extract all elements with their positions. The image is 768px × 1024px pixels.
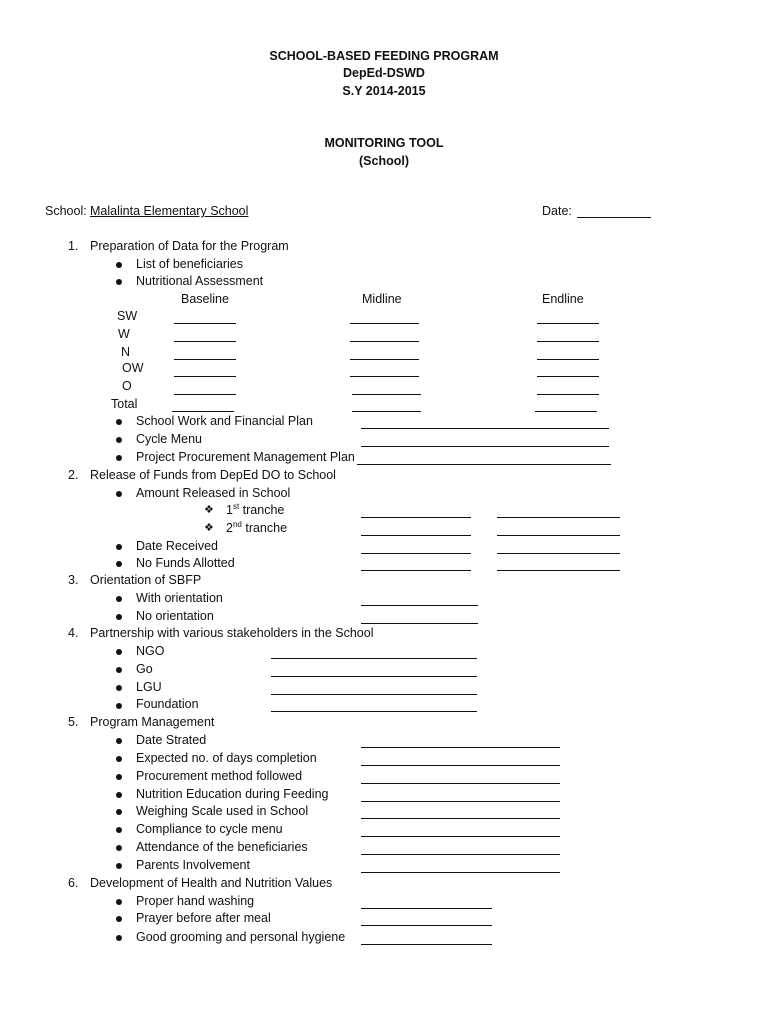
bullet-icon bbox=[116, 756, 122, 762]
baseline-field[interactable] bbox=[174, 323, 236, 324]
bullet-icon bbox=[116, 738, 122, 744]
answer-field[interactable] bbox=[361, 854, 560, 855]
midline-field[interactable] bbox=[352, 394, 421, 395]
answer-field[interactable] bbox=[497, 570, 620, 571]
row-label: O bbox=[122, 379, 132, 393]
list-item: With orientation bbox=[136, 591, 223, 605]
answer-field[interactable] bbox=[361, 801, 560, 802]
list-item: Nutritional Assessment bbox=[136, 274, 264, 288]
list-item: Foundation bbox=[136, 697, 199, 711]
bullet-icon bbox=[116, 863, 122, 869]
answer-field[interactable] bbox=[357, 464, 611, 465]
answer-field[interactable] bbox=[361, 570, 471, 571]
list-item: No Funds Allotted bbox=[136, 556, 235, 570]
bullet-icon bbox=[116, 455, 122, 461]
diamond-bullet-icon: ❖ bbox=[204, 504, 214, 516]
endline-field[interactable] bbox=[535, 411, 597, 412]
column-header-endline: Endline bbox=[542, 292, 584, 306]
list-item: NGO bbox=[136, 644, 165, 658]
list-item: Cycle Menu bbox=[136, 432, 202, 446]
answer-field[interactable] bbox=[271, 658, 477, 659]
baseline-field[interactable] bbox=[174, 394, 236, 395]
bullet-icon bbox=[116, 596, 122, 602]
bullet-icon bbox=[116, 809, 122, 815]
section-number: 6. bbox=[68, 876, 79, 890]
list-item: Attendance of the beneficiaries bbox=[136, 840, 308, 854]
tranche-label: 1st tranche bbox=[226, 502, 285, 517]
list-item: Expected no. of days completion bbox=[136, 751, 317, 765]
answer-field[interactable] bbox=[271, 694, 477, 695]
midline-field[interactable] bbox=[350, 341, 419, 342]
answer-field[interactable] bbox=[361, 446, 609, 447]
tranche-label: 2nd tranche bbox=[226, 520, 288, 535]
header-title: SCHOOL-BASED FEEDING PROGRAM bbox=[269, 49, 499, 63]
section-number: 5. bbox=[68, 715, 79, 729]
list-item: Date Received bbox=[136, 539, 218, 553]
section-title: Release of Funds from DepEd DO to School bbox=[90, 468, 336, 482]
answer-field[interactable] bbox=[497, 553, 620, 554]
baseline-field[interactable] bbox=[172, 411, 234, 412]
baseline-field[interactable] bbox=[174, 376, 236, 377]
row-label: OW bbox=[122, 361, 144, 375]
header-subtitle: DepEd-DSWD bbox=[343, 66, 425, 80]
answer-field[interactable] bbox=[361, 944, 492, 945]
answer-field[interactable] bbox=[361, 623, 478, 624]
midline-field[interactable] bbox=[352, 411, 421, 412]
list-item: No orientation bbox=[136, 609, 214, 623]
list-item: Nutrition Education during Feeding bbox=[136, 787, 329, 801]
answer-field[interactable] bbox=[361, 818, 560, 819]
bullet-icon bbox=[116, 614, 122, 620]
list-item: List of beneficiaries bbox=[136, 257, 244, 271]
section-number: 1. bbox=[68, 239, 79, 253]
bullet-icon bbox=[116, 916, 122, 922]
section-number: 4. bbox=[68, 626, 79, 640]
answer-field[interactable] bbox=[271, 676, 477, 677]
endline-field[interactable] bbox=[537, 323, 599, 324]
list-item: Project Procurement Management Plan bbox=[136, 450, 355, 464]
section-number: 2. bbox=[68, 468, 79, 482]
bullet-icon bbox=[116, 827, 122, 833]
answer-field[interactable] bbox=[497, 535, 620, 536]
bullet-icon bbox=[116, 845, 122, 851]
list-item: Weighing Scale used in School bbox=[136, 804, 309, 818]
list-item: Parents Involvement bbox=[136, 858, 250, 872]
midline-field[interactable] bbox=[350, 376, 419, 377]
school-name: Malalinta Elementary School bbox=[90, 204, 249, 218]
list-item: Proper hand washing bbox=[136, 894, 255, 908]
row-label: SW bbox=[117, 309, 138, 323]
date-label: Date: bbox=[542, 204, 572, 218]
answer-field[interactable] bbox=[361, 428, 609, 429]
list-item: Go bbox=[136, 662, 153, 676]
bullet-icon bbox=[116, 667, 122, 673]
section-title: Preparation of Data for the Program bbox=[90, 239, 289, 253]
answer-field[interactable] bbox=[361, 765, 560, 766]
list-item: Good grooming and personal hygiene bbox=[136, 930, 346, 944]
bullet-icon bbox=[116, 685, 122, 691]
column-header-baseline: Baseline bbox=[181, 292, 229, 306]
section-title: Orientation of SBFP bbox=[90, 573, 202, 587]
answer-field[interactable] bbox=[361, 517, 471, 518]
header-school-year: S.Y 2014-2015 bbox=[342, 84, 426, 98]
answer-field[interactable] bbox=[361, 747, 560, 748]
section-title: Development of Health and Nutrition Values bbox=[90, 876, 333, 890]
list-item: Prayer before after meal bbox=[136, 911, 271, 925]
answer-field[interactable] bbox=[361, 553, 471, 554]
bullet-icon bbox=[116, 899, 122, 905]
endline-field[interactable] bbox=[537, 359, 599, 360]
bullet-icon bbox=[116, 935, 122, 941]
answer-field[interactable] bbox=[361, 605, 478, 606]
answer-field[interactable] bbox=[497, 517, 620, 518]
answer-field[interactable] bbox=[361, 783, 560, 784]
bullet-icon bbox=[116, 544, 122, 550]
answer-field[interactable] bbox=[361, 925, 492, 926]
midline-field[interactable] bbox=[350, 359, 419, 360]
list-item: Amount Released in School bbox=[136, 486, 291, 500]
list-item: School Work and Financial Plan bbox=[136, 414, 313, 428]
bullet-icon bbox=[116, 792, 122, 798]
list-item: Procurement method followed bbox=[136, 769, 303, 783]
bullet-icon bbox=[116, 419, 122, 425]
tool-subtitle: (School) bbox=[359, 154, 409, 168]
endline-field[interactable] bbox=[537, 341, 599, 342]
bullet-icon bbox=[116, 262, 122, 268]
list-item: LGU bbox=[136, 680, 162, 694]
bullet-icon bbox=[116, 649, 122, 655]
baseline-field[interactable] bbox=[174, 359, 236, 360]
bullet-icon bbox=[116, 437, 122, 443]
answer-field[interactable] bbox=[361, 872, 560, 873]
midline-field[interactable] bbox=[350, 323, 419, 324]
bullet-icon bbox=[116, 703, 122, 709]
answer-field[interactable] bbox=[361, 836, 560, 837]
date-field[interactable] bbox=[577, 217, 651, 218]
list-item: Date Strated bbox=[136, 733, 207, 747]
endline-field[interactable] bbox=[537, 394, 599, 395]
baseline-field[interactable] bbox=[174, 341, 236, 342]
bullet-icon bbox=[116, 491, 122, 497]
school-label: School: bbox=[45, 204, 87, 218]
answer-field[interactable] bbox=[361, 535, 471, 536]
tool-title: MONITORING TOOL bbox=[324, 136, 444, 150]
bullet-icon bbox=[116, 561, 122, 567]
bullet-icon bbox=[116, 279, 122, 285]
section-number: 3. bbox=[68, 573, 79, 587]
row-label: Total bbox=[111, 397, 138, 411]
column-header-midline: Midline bbox=[362, 292, 402, 306]
row-label: N bbox=[121, 345, 131, 359]
endline-field[interactable] bbox=[537, 376, 599, 377]
row-label: W bbox=[118, 327, 130, 341]
answer-field[interactable] bbox=[271, 711, 477, 712]
section-title: Partnership with various stakeholders in the School bbox=[90, 626, 374, 640]
answer-field[interactable] bbox=[361, 908, 492, 909]
bullet-icon bbox=[116, 774, 122, 780]
section-title: Program Management bbox=[90, 715, 215, 729]
list-item: Compliance to cycle menu bbox=[136, 822, 283, 836]
diamond-bullet-icon: ❖ bbox=[204, 522, 214, 534]
